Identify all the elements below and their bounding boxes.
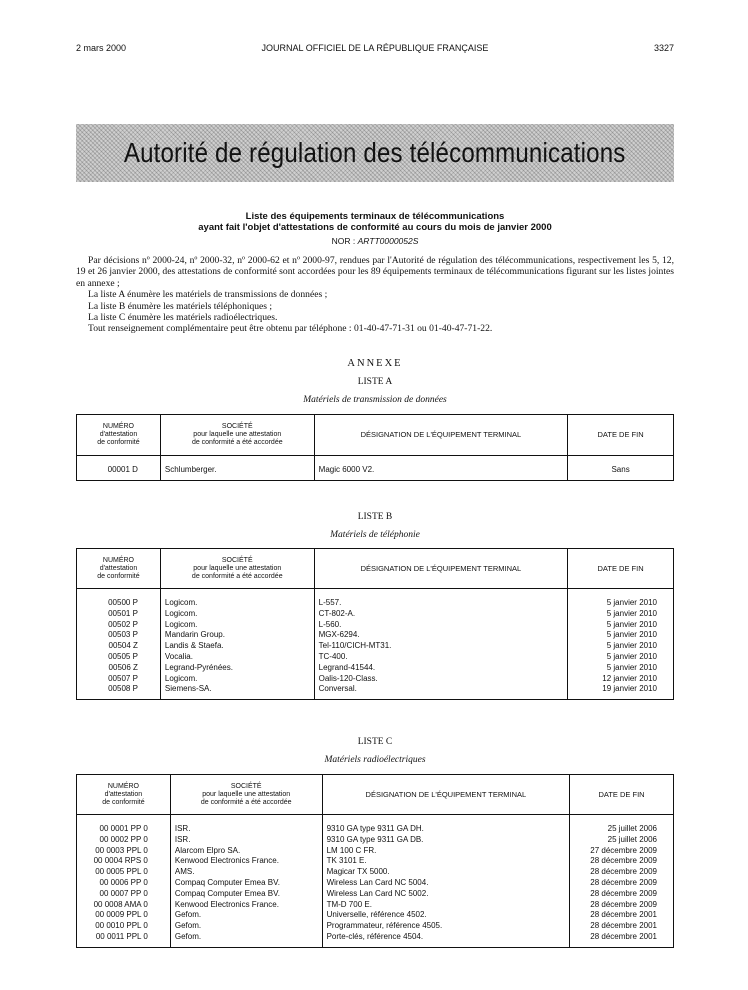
end-date: 5 janvier 2010 <box>606 651 657 661</box>
equipment-designation: Tel-110/CICH-MT31. <box>318 641 392 651</box>
company-name: Landis & Staefa. <box>164 641 224 651</box>
equipment-designation: Oalis-120-Class. <box>318 673 378 683</box>
equipment-designation: Legrand-41544. <box>318 662 376 672</box>
company-name: Mandarin Group. <box>164 630 225 640</box>
liste-a-subtitle: Matériels de transmission de données <box>303 395 447 405</box>
company-name: Logicom. <box>164 619 198 629</box>
paragraph: La liste A énumère les matériels de transmissions de données ; <box>88 289 328 301</box>
attestation-number: 00500 P <box>108 598 138 607</box>
attestation-number: 00 0005 PPL 0 <box>95 867 148 877</box>
document-title <box>76 211 674 233</box>
end-date: 5 janvier 2010 <box>606 608 657 618</box>
header-societe: SOCIÉTÉ pour laquelle une attestation de conformité a été accordée <box>170 775 322 815</box>
equipment-designation: Wireless Lan Card NC 5004. <box>326 877 429 887</box>
attestation-number: 00508 P <box>108 684 138 694</box>
end-date-column <box>568 589 674 700</box>
paragraph: Tout renseignement complémentaire peut être obtenu par téléphone : 01-40-47-71-31 ou 01-40-47-71-22. <box>88 323 493 335</box>
end-date: 28 décembre 2009 <box>590 856 657 866</box>
attestation-number: 00 0004 RPS 0 <box>93 856 148 866</box>
attestation-number: 00 0006 PP 0 <box>99 877 148 887</box>
attestation-number-column <box>77 589 161 700</box>
table-body-row <box>77 456 674 481</box>
equipment-designation: Wireless Lan Card NC 5002. <box>326 888 429 898</box>
header-designation: DÉSIGNATION DE L'ÉQUIPEMENT TERMINAL <box>314 549 568 589</box>
company-name-column <box>160 589 314 700</box>
equipment-designation-column <box>322 815 570 948</box>
equipment-designation: TC-400. <box>318 651 348 661</box>
liste-a-table <box>76 414 674 481</box>
equipment-designation: Porte-clés, référence 4504. <box>326 931 424 941</box>
equipment-designation: 9310 GA type 9311 GA DB. <box>326 834 424 844</box>
attestation-number: 00 0007 PP 0 <box>99 888 148 898</box>
header-date-fin: DATE DE FIN <box>568 549 674 589</box>
attestation-number: 00 0010 PPL 0 <box>95 921 148 931</box>
company-name: Compaq Computer Emea BV. <box>174 888 280 898</box>
attestation-number-column <box>77 815 171 948</box>
nor-label: NOR : <box>331 236 356 246</box>
table-body-row <box>77 589 674 700</box>
equipment-designation-column <box>314 456 568 481</box>
end-date: Sans <box>611 465 630 474</box>
end-date: 19 janvier 2010 <box>602 684 657 694</box>
company-name: Gefom. <box>174 931 202 941</box>
end-date: 28 décembre 2001 <box>590 931 657 941</box>
equipment-designation: 9310 GA type 9311 GA DH. <box>326 824 424 833</box>
equipment-designation: L-557. <box>318 598 342 607</box>
equipment-designation: CT-802-A. <box>318 608 356 618</box>
attestation-number: 00506 Z <box>108 662 138 672</box>
end-date-column <box>570 815 674 948</box>
attestation-number: 00501 P <box>108 608 138 618</box>
header-societe: SOCIÉTÉ pour laquelle une attestation de conformité a été accordée <box>160 549 314 589</box>
end-date: 5 janvier 2010 <box>606 641 657 651</box>
header-numero: NUMÉRO d'attestation de conformité <box>77 549 161 589</box>
equipment-designation: Magicar TX 5000. <box>326 867 390 877</box>
header-numero: NUMÉRO d'attestation de conformité <box>77 775 171 815</box>
attestation-number: 00507 P <box>108 673 138 683</box>
end-date: 28 décembre 2001 <box>590 910 657 920</box>
company-name: Kenwood Electronics France. <box>174 856 279 866</box>
company-name: Schlumberger. <box>164 465 217 474</box>
table-body-row <box>77 815 674 948</box>
attestation-number: 00 0003 PPL 0 <box>95 845 148 855</box>
end-date: 28 décembre 2009 <box>590 867 657 877</box>
liste-c-title: LISTE C <box>357 737 393 747</box>
company-name: Legrand-Pyrénées. <box>164 662 233 672</box>
end-date: 5 janvier 2010 <box>606 662 657 672</box>
nor-reference <box>76 236 674 246</box>
liste-b-subtitle: Matériels de téléphonie <box>330 530 420 540</box>
equipment-designation: MGX-6294. <box>318 630 360 640</box>
equipment-designation: Magic 6000 V2. <box>318 465 375 474</box>
annexe-heading: ANNEXE <box>347 358 403 369</box>
end-date: 5 janvier 2010 <box>606 619 657 629</box>
header-journal: JOURNAL OFFICIEL DE LA RÉPUBLIQUE FRANÇAISE <box>261 43 489 53</box>
company-name-column <box>170 815 322 948</box>
nor-value: ARTT0000052S <box>357 236 419 246</box>
end-date: 5 janvier 2010 <box>606 630 657 640</box>
title-line-2: ayant fait l'objet d'attestations de conformité au cours du mois de janvier 2000 <box>198 222 552 233</box>
attestation-number: 00 0009 PPL 0 <box>95 910 148 920</box>
end-date: 12 janvier 2010 <box>602 673 657 683</box>
header-societe: SOCIÉTÉ pour laquelle une attestation de conformité a été accordée <box>160 415 314 456</box>
body-text <box>76 255 674 335</box>
company-name: ISR. <box>174 824 191 833</box>
section-banner <box>76 124 674 182</box>
header-designation: DÉSIGNATION DE L'ÉQUIPEMENT TERMINAL <box>314 415 568 456</box>
attestation-number: 00 0002 PP 0 <box>99 834 148 844</box>
company-name: Kenwood Electronics France. <box>174 899 279 909</box>
end-date-column <box>568 456 674 481</box>
equipment-designation: L-560. <box>318 619 342 629</box>
title-line-1: Liste des équipements terminaux de télécommunications <box>245 211 505 222</box>
attestation-number: 00502 P <box>108 619 138 629</box>
equipment-designation: Conversal. <box>318 684 357 694</box>
attestation-number: 00505 P <box>108 651 138 661</box>
liste-b-table <box>76 548 674 700</box>
table-header-row <box>77 415 674 456</box>
attestation-number: 00504 Z <box>108 641 138 651</box>
header-date-fin: DATE DE FIN <box>568 415 674 456</box>
company-name: Gefom. <box>174 910 202 920</box>
company-name: Vocalia. <box>164 651 193 661</box>
equipment-designation: Programmateur, référence 4505. <box>326 921 443 931</box>
end-date: 25 juillet 2006 <box>607 834 657 844</box>
company-name: Logicom. <box>164 598 198 607</box>
end-date: 28 décembre 2009 <box>590 877 657 887</box>
liste-c-table <box>76 774 674 948</box>
header-page-number: 3327 <box>653 43 674 53</box>
header-date: 2 mars 2000 <box>76 43 127 53</box>
equipment-designation-column <box>314 589 568 700</box>
header-date-fin: DATE DE FIN <box>570 775 674 815</box>
liste-b-title: LISTE B <box>357 512 393 522</box>
header-designation: DÉSIGNATION DE L'ÉQUIPEMENT TERMINAL <box>322 775 570 815</box>
table-header-row <box>77 775 674 815</box>
company-name: Logicom. <box>164 608 198 618</box>
attestation-number: 00503 P <box>108 630 138 640</box>
attestation-number: 00 0001 PP 0 <box>99 824 148 833</box>
paragraph: Par décisions nº 2000-24, nº 2000-32, nº 2000-62 et nº 2000-97, rendues par l'Autorité de régulation des télécommunications, respectivement les 5, 12, 19 et 26 janvier 2000, des attestations de conformité sont accordées pour les 89 équipements terminaux de télécommunications figurant sur les listes jointes en annexe ; <box>76 255 674 289</box>
company-name: Alarcom Elpro SA. <box>174 845 241 855</box>
banner-title: Autorité de régulation des télécommunications <box>124 137 626 168</box>
paragraph: La liste C énumère les matériels radioélectriques. <box>88 312 278 324</box>
end-date: 25 juillet 2006 <box>607 824 657 833</box>
equipment-designation: TM-D 700 E. <box>326 899 372 909</box>
equipment-designation: Universelle, référence 4502. <box>326 910 427 920</box>
attestation-number-column <box>77 456 161 481</box>
company-name: AMS. <box>174 867 195 877</box>
liste-a-title: LISTE A <box>357 377 393 387</box>
end-date: 28 décembre 2009 <box>590 899 657 909</box>
header-numero: NUMÉRO d'attestation de conformité <box>77 415 161 456</box>
attestation-number: 00001 D <box>107 465 138 474</box>
company-name-column <box>160 456 314 481</box>
paragraph: La liste B énumère les matériels téléphoniques ; <box>88 300 273 312</box>
company-name: Logicom. <box>164 673 198 683</box>
end-date: 28 décembre 2001 <box>590 921 657 931</box>
company-name: Siemens-SA. <box>164 684 212 694</box>
table-header-row <box>77 549 674 589</box>
company-name: Gefom. <box>174 921 202 931</box>
end-date: 5 janvier 2010 <box>606 598 657 607</box>
equipment-designation: LM 100 C FR. <box>326 845 377 855</box>
end-date: 28 décembre 2009 <box>590 888 657 898</box>
attestation-number: 00 0008 AMA 0 <box>93 899 148 909</box>
end-date: 27 décembre 2009 <box>590 845 657 855</box>
liste-c-subtitle: Matériels radioélectriques <box>324 755 426 765</box>
company-name: ISR. <box>174 834 191 844</box>
attestation-number: 00 0011 PPL 0 <box>95 931 148 941</box>
company-name: Compaq Computer Emea BV. <box>174 877 280 887</box>
equipment-designation: TK 3101 E. <box>326 856 367 866</box>
